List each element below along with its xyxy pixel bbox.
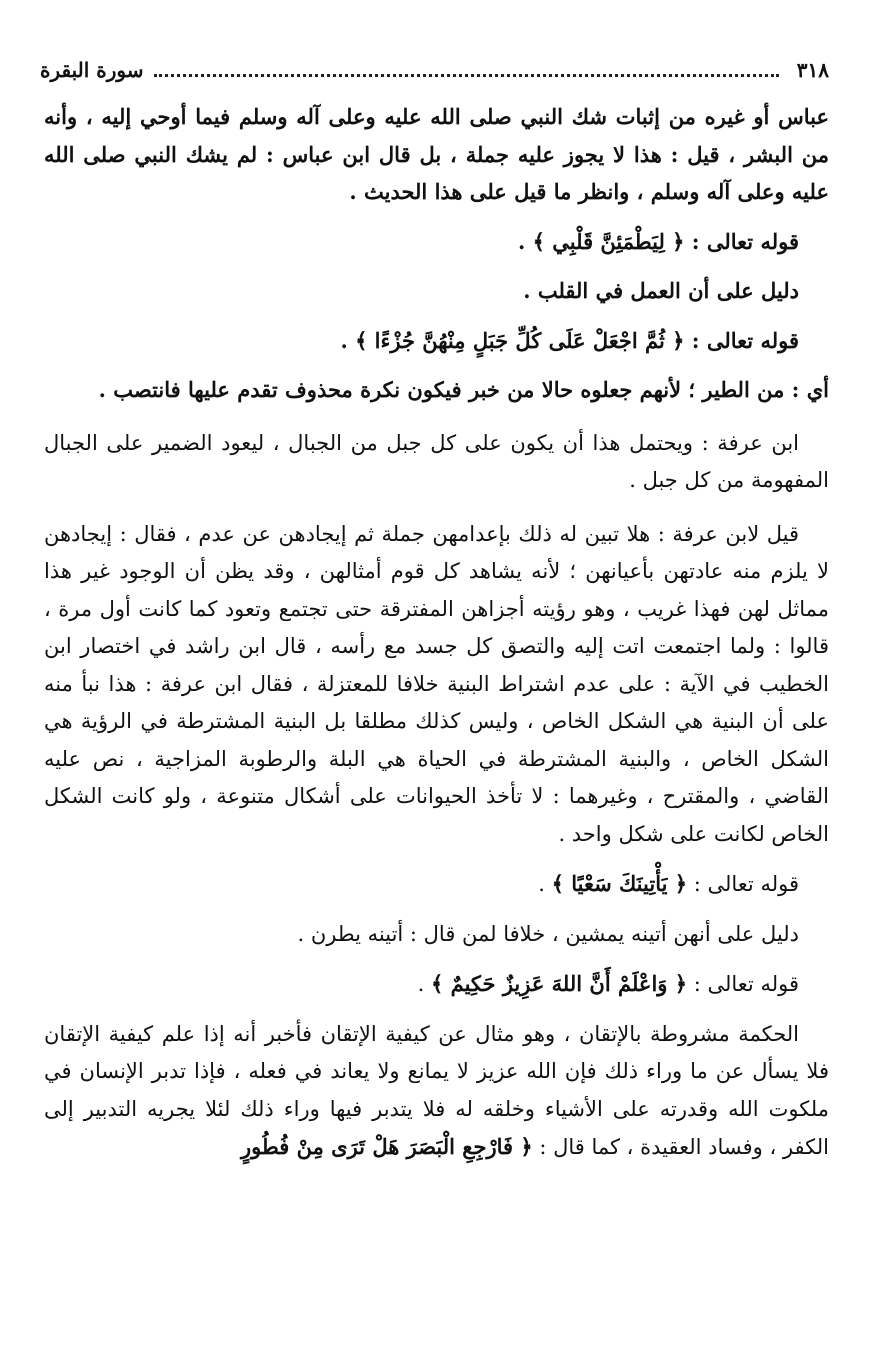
quran-verse: ﴿ وَاعْلَمْ أَنَّ اللهَ عَزِيزٌ حَكِيمٌ ﴾	[431, 971, 688, 996]
paragraph	[44, 371, 829, 409]
paragraph	[44, 425, 829, 500]
paragraph	[44, 1016, 829, 1167]
page-header	[40, 50, 829, 90]
verse-end: .	[538, 872, 545, 896]
verse-end: .	[417, 972, 425, 996]
verse-heading	[44, 865, 829, 904]
verse-heading	[44, 965, 829, 1004]
paragraph	[44, 272, 829, 310]
paragraph	[44, 916, 829, 954]
paragraph-text: أي : من الطير ؛ لأنهم جعلوه حالا من خبر فيكون نكرة محذوف تقدم عليها فانتصب .	[98, 377, 829, 402]
verse-end: .	[518, 228, 526, 254]
verse-intro: قوله تعالى :	[693, 872, 799, 896]
header-dotted-leader	[154, 64, 779, 77]
verse-heading	[44, 322, 829, 360]
verse-heading	[44, 223, 829, 261]
page-body	[44, 98, 829, 1167]
quran-verse: ﴿ ثُمَّ اجْعَلْ عَلَى كُلِّ جَبَلٍ مِنْهُنَّ جُزْءًا ﴾	[355, 327, 685, 353]
verse-intro: قوله تعالى :	[691, 327, 799, 353]
quran-verse: ﴿ فَارْجِعِ الْبَصَرَ هَلْ تَرَى مِنْ فُطُورٍ	[241, 1134, 533, 1159]
paragraph-text: الحكمة مشروطة بالإتقان ، وهو مثال عن كيفية الإتقان فأخبر أنه إذا علم كيفية الإتقان فلا يسأل عن ما وراء ذلك فإن الله عزيز لا يمانع ولا يعاند في فعله ، فإذا تدبر الإنسان في ملكوت الله وقدرته على الأشياء وخلقه له فلا يتدبر فيها وراء ذلك لئلا يجريه التدبير إلى الكفر ، وفساد العقيدة ، كما قال :	[44, 1021, 829, 1159]
paragraph-text: دليل على أن العمل في القلب .	[523, 278, 799, 303]
paragraph-text: عباس أو غيره من إثبات شك النبي صلى الله عليه وعلى آله وسلم فيما أوحي إليه ، وأنه من البشر ، قيل : هذا لا يجوز عليه جملة ، بل قال ابن عباس : لم يشك النبي صلى الله عليه وعلى آله وسلم ، وانظر ما قيل على هذا الحديث .	[44, 104, 829, 204]
paragraph-text: ابن عرفة : ويحتمل هذا أن يكون على كل جبل من الجبال ، ليعود الضمير على الجبال المفهومة من كل جبل .	[44, 430, 829, 492]
paragraph-text: قيل لابن عرفة : هلا تبين له ذلك بإعدامهن جملة ثم إيجادهن عن عدم ، فقال : إيجادهن لا يلزم منه عادتهن بأعيانهن ؛ لأنه يشاهد كل قوم أمثالهن ، وقد يظن أن الوجود غير هذا مماثل لهن فهذا غريب ، وهو رؤيته أجزاهن المفترقة حتى تجتمع وتعود كما كانت أول مرة ، قالوا : ولما اجتمعت اتت إليه والتصق كل جسد مع رأسه ، قال ابن راشد في اختصار ابن الخطيب في الآية : على عدم اشتراط البنية خلافا للمعتزلة ، فقال ابن عرفة : هذا نبأ منه على أن البنية هي الشكل الخاص ، وليس كذلك مطلقا بل البنية المشترطة في الرؤية هي الشكل الخاص ، والبنية المشترطة في الحياة هي البلة والرطوبة المزاجية ، نص عليه القاضي ، والمقترح ، وغيرهما : لا تأخذ الحيوانات على أشكال متنوعة ، ولو كانت الشكل الخاص لكانت على شكل واحد .	[44, 521, 829, 846]
surah-title: سورة البقرة	[40, 58, 144, 82]
quran-verse: ﴿ لِيَطْمَئِنَّ قَلْبِي ﴾	[532, 228, 685, 254]
page-number: ٣١٨	[796, 58, 829, 82]
verse-intro: قوله تعالى :	[691, 228, 799, 254]
verse-intro: قوله تعالى :	[693, 972, 799, 996]
paragraph	[44, 516, 829, 854]
quran-verse: ﴿ يَأْتِينَكَ سَعْيًا ﴾	[551, 871, 688, 896]
verse-end: .	[340, 327, 348, 353]
paragraph-text: دليل على أنهن أتينه يمشين ، خلافا لمن قال : أتينه يطرن .	[297, 921, 799, 946]
paragraph	[44, 98, 829, 211]
